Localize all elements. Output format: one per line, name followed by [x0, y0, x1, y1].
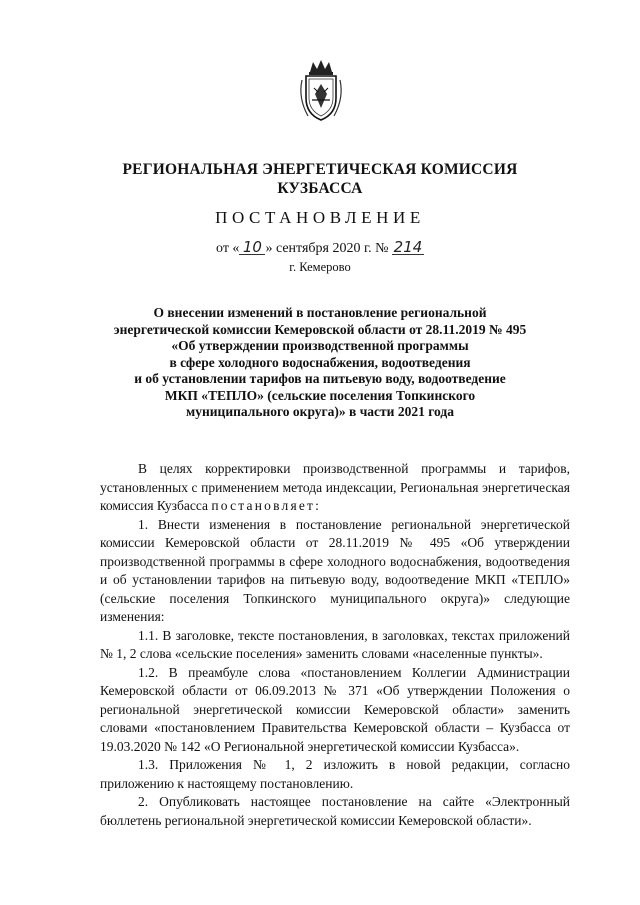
paragraph-1-1: 1.1. В заголовке, тексте постановления, в заголовках, текстах приложений № 1, 2 слова «сельские поселения» заменить словами «населенные пункты». [100, 627, 570, 661]
org-name-line2: КУЗБАССА [277, 180, 363, 197]
paragraph-1-2: 1.2. В преамбуле слова «постановлением Коллегии Администрации Кемеровской области от 06.09.2013 № 371 «Об утверждении Положения о региональной энергетической комиссии Кемеровской области» заменить словами «постановлением Правительства Кемеровской области – Кузбасса от 19.03.2020 № 142 «О Региональной энергетической комиссии Кузбасса». [100, 664, 570, 754]
handwritten-number: 214 [393, 238, 423, 256]
title-line: энергетической комиссии Кемеровской области от 28.11.2019 № 495 [113, 321, 527, 337]
title-line: МКП «ТЕПЛО» (сельские поселения Топкинского [164, 387, 476, 403]
title-line: и об установлении тарифов на питьевую воду, водоотведение [134, 371, 506, 386]
intro-paragraph [100, 460, 570, 516]
paragraph-1: 1. Внести изменения в постановление региональной энергетической комиссии Кемеровской области от 28.11.2019 № 495 «Об утверждении производственной программы в сфере холодного водоснабжения, водоотведения и об установлении тарифов на питьевую воду, водоотведение МКП «ТЕПЛО» (сельские поселения Топкинского муниципального округа)» следующие изменения: [100, 516, 570, 624]
coat-of-arms-emblem [296, 58, 346, 124]
date-prefix: от « [216, 241, 240, 256]
handwritten-day: 10 [239, 240, 265, 255]
intro-text: В целях корректировки производственной программы и тарифов, установленных с применением метода индексации, Региональная энергетическая комиссия Кузбасса [100, 461, 570, 513]
title-line: муниципального округа)» в части 2021 года [186, 404, 454, 419]
paragraph-1-3: 1.3. Приложения № 1, 2 изложить в новой редакции, согласно приложению к настоящему постановлению. [100, 757, 570, 791]
org-name-line1: РЕГИОНАЛЬНАЯ ЭНЕРГЕТИЧЕСКАЯ КОМИССИЯ [122, 161, 518, 178]
date-middle: » сентября 2020 г. № [265, 241, 389, 256]
document-title [90, 305, 550, 421]
document-body [100, 460, 570, 830]
date-line [0, 240, 640, 257]
title-line: «Об утверждении производственной программы [171, 338, 469, 353]
title-line: О внесении изменений в постановление региональной [153, 305, 487, 320]
title-line: в сфере холодного водоснабжения, водоотведения [169, 354, 471, 370]
city: г. Кемерово [289, 260, 351, 274]
paragraph-2: 2. Опубликовать настоящее постановление на сайте «Электронный бюллетень региональной энергетической комиссии Кемеровской области». [100, 794, 570, 828]
intro-verb: постановляет: [211, 498, 322, 513]
document-type: ПОСТАНОВЛЕНИЕ [215, 208, 425, 227]
